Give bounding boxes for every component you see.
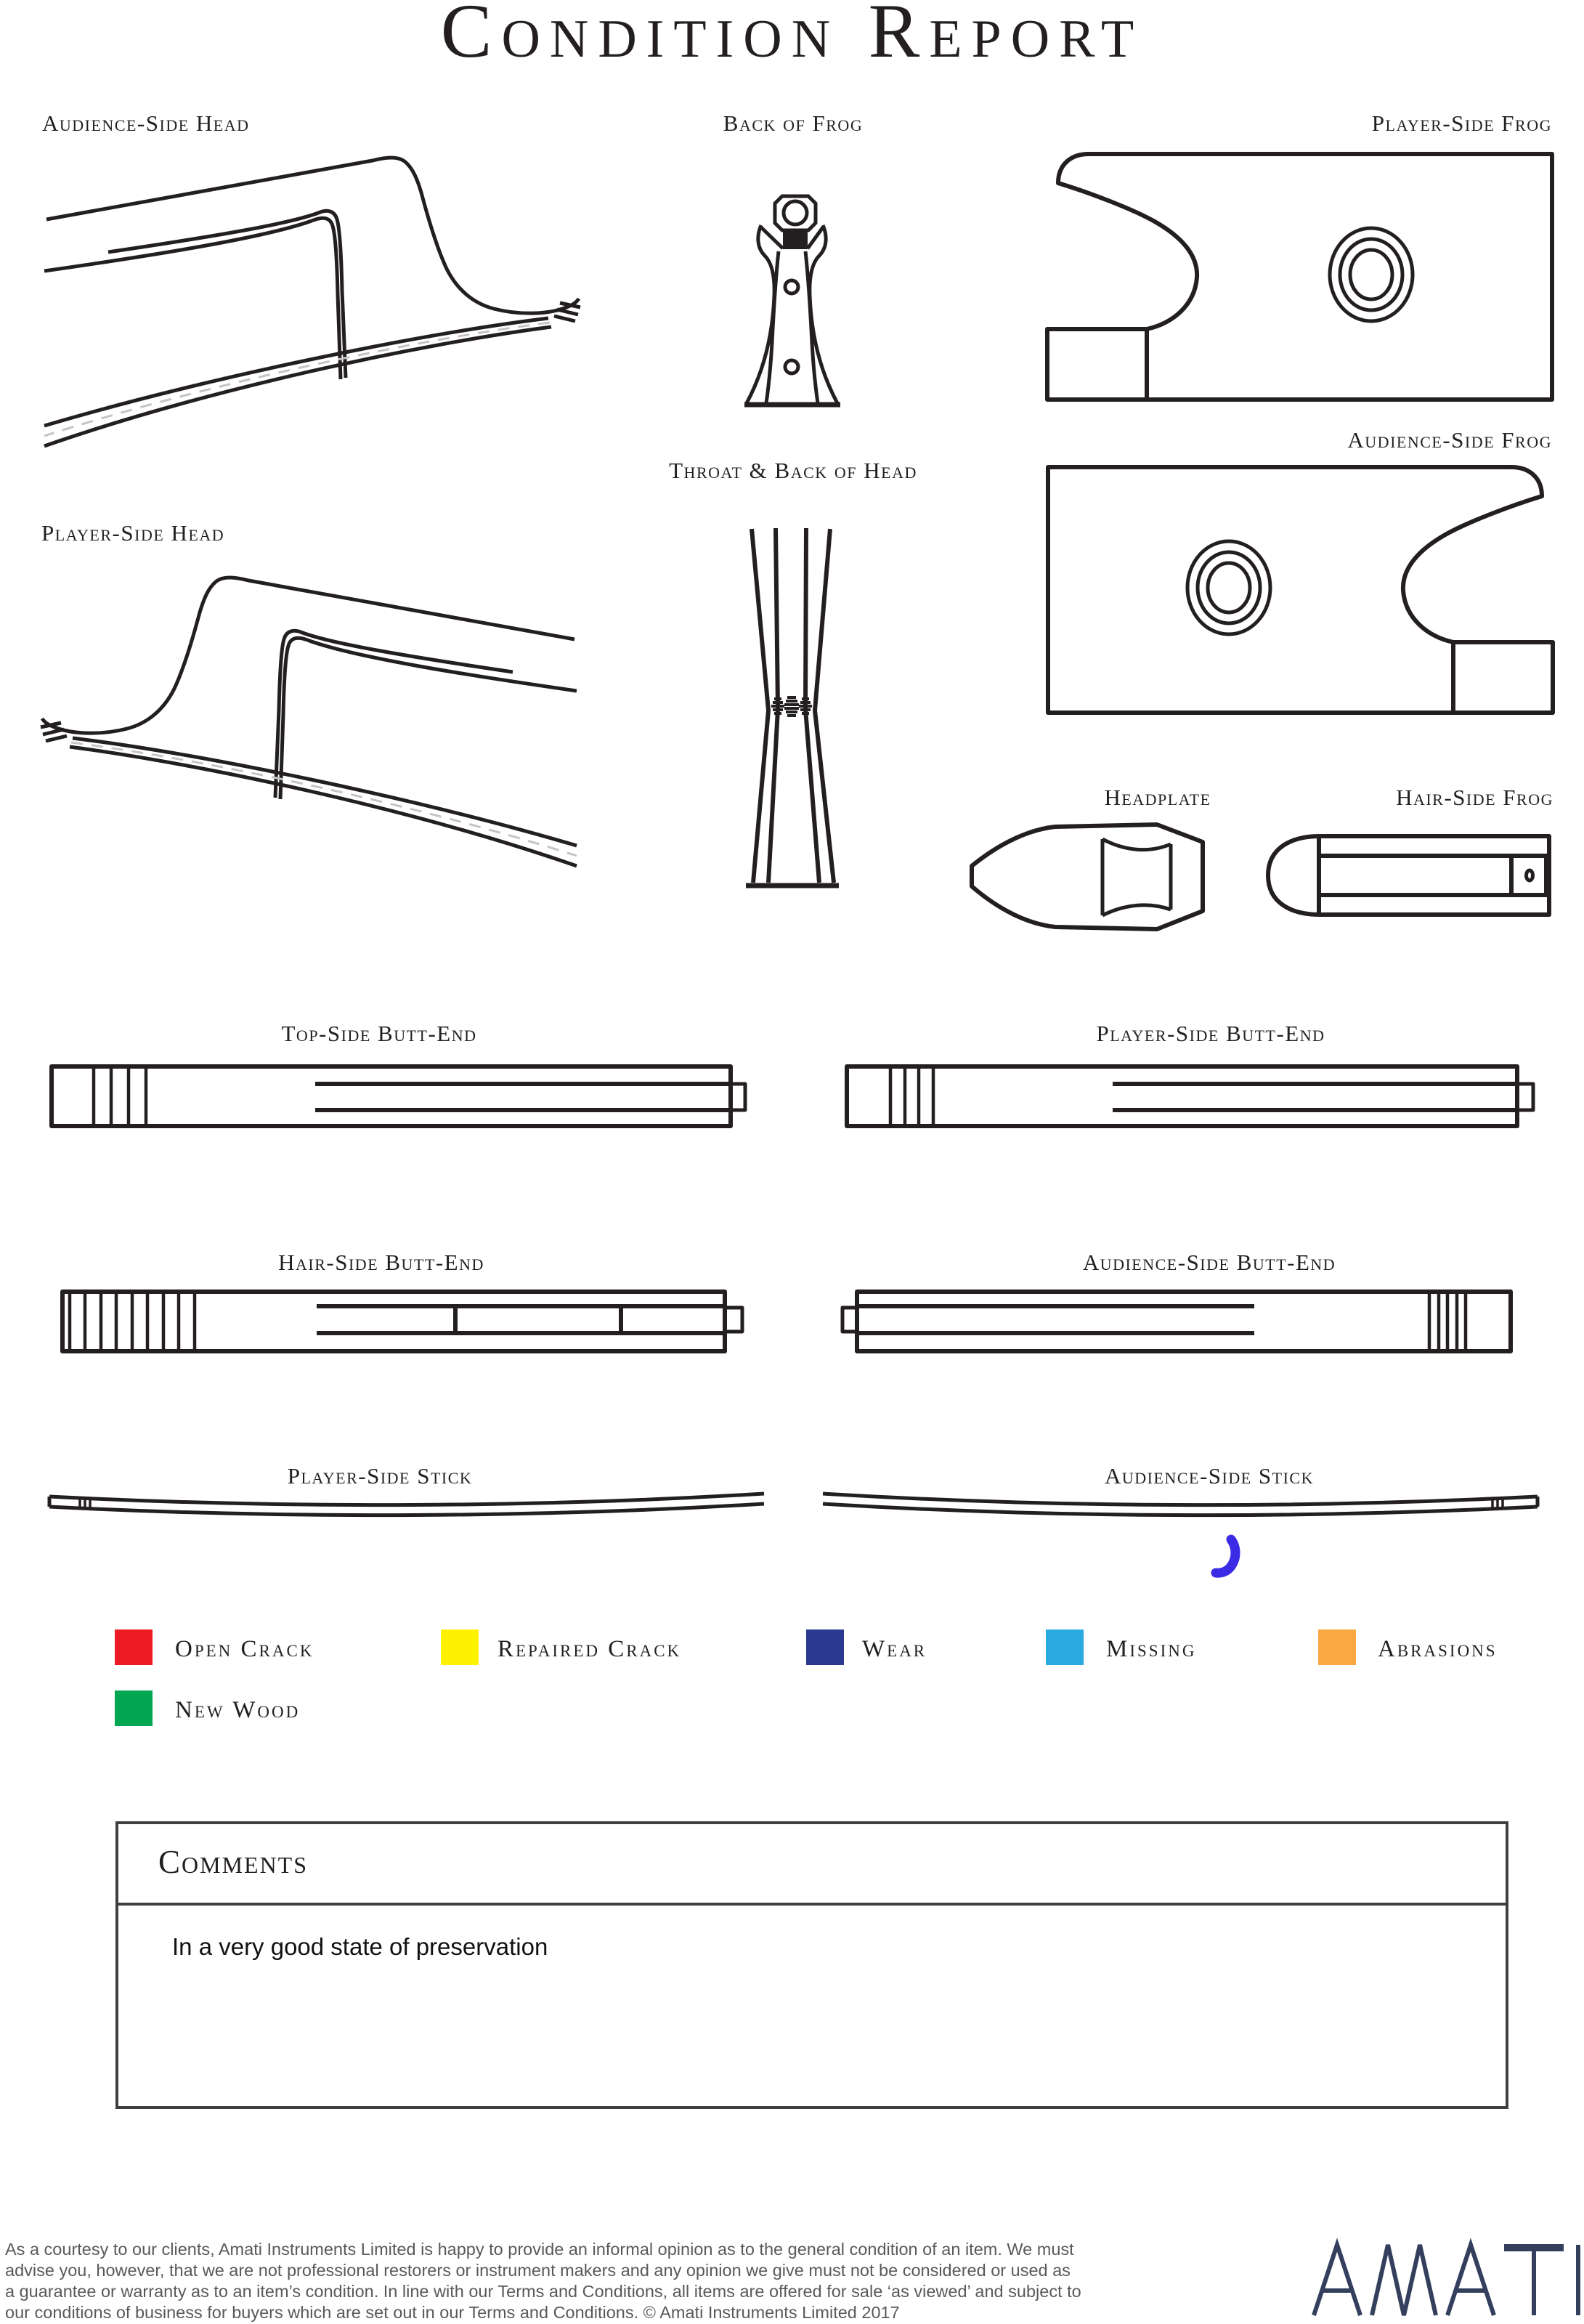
legend-label-new-wood: New Wood bbox=[175, 1697, 301, 1723]
player-side-stick-diagram bbox=[44, 1489, 770, 1522]
frog-ferrule-block bbox=[783, 230, 808, 249]
comments-text: In a very good state of preservation bbox=[172, 1933, 548, 1960]
legend-swatch-abrasions bbox=[1318, 1629, 1356, 1665]
frog-eye bbox=[1330, 228, 1413, 321]
comments-header bbox=[118, 1824, 1506, 1906]
label-audience-side-head: Audience-Side Head bbox=[42, 110, 250, 136]
page-title: Condition Report bbox=[440, 0, 1144, 73]
hair-side-frog-diagram bbox=[1262, 834, 1553, 917]
player-side-head-diagram bbox=[40, 558, 581, 878]
legend-label-repaired-crack: Repaired Crack bbox=[497, 1636, 682, 1662]
footer-line: advise you, however, that we are not professional restorers or instrument makers and any opinion we give must not be considered or used as bbox=[5, 2261, 1071, 2280]
comments-section bbox=[115, 1821, 1508, 2109]
label-player-side-head: Player-Side Head bbox=[41, 520, 225, 546]
legend-swatch-open-crack bbox=[115, 1629, 153, 1665]
player-side-butt-end-diagram bbox=[842, 1062, 1543, 1131]
footer-line: As a courtesy to our clients, Amati Instruments Limited is happy to provide an informal opinion as to the general condition of an item. We must bbox=[5, 2240, 1074, 2259]
label-player-side-stick: Player-Side Stick bbox=[287, 1463, 473, 1489]
hair-side-butt-end-diagram bbox=[58, 1287, 755, 1356]
wear-annotation-mark bbox=[1209, 1534, 1249, 1584]
throat-and-back-of-head-diagram bbox=[715, 505, 868, 891]
label-hair-side-butt-end: Hair-Side Butt-End bbox=[278, 1250, 484, 1275]
label-player-side-frog: Player-Side Frog bbox=[1371, 110, 1552, 136]
top-side-butt-end-diagram bbox=[47, 1062, 755, 1131]
label-audience-side-stick: Audience-Side Stick bbox=[1105, 1463, 1314, 1489]
audience-side-stick-diagram bbox=[817, 1489, 1543, 1522]
label-hair-side-frog: Hair-Side Frog bbox=[1396, 785, 1553, 810]
legend-swatch-new-wood bbox=[115, 1691, 153, 1726]
footer-line: our conditions of business for buyers which are set out in our Terms and Conditions. © Amati Instruments Limited 2017 bbox=[5, 2303, 900, 2322]
legend-label-wear: Wear bbox=[862, 1636, 927, 1662]
label-audience-side-frog: Audience-Side Frog bbox=[1347, 427, 1552, 453]
label-player-side-butt-end: Player-Side Butt-End bbox=[1096, 1021, 1325, 1046]
frog-slide-pin bbox=[1527, 870, 1533, 880]
comments-heading: Comments bbox=[158, 1844, 309, 1880]
amati-logo bbox=[1311, 2242, 1583, 2317]
legend-label-missing: Missing bbox=[1106, 1636, 1197, 1662]
label-back-of-frog: Back of Frog bbox=[723, 110, 864, 136]
audience-side-butt-end-diagram bbox=[841, 1287, 1531, 1356]
headplate-diagram bbox=[970, 822, 1213, 933]
player-side-frog-diagram bbox=[1046, 153, 1554, 403]
footer-line: a guarantee or warranty as to an item’s condition. In line with our Terms and Conditions, all items are offered for sale ‘as viewed’ and subject to bbox=[5, 2282, 1081, 2301]
label-audience-side-butt-end: Audience-Side Butt-End bbox=[1082, 1250, 1336, 1275]
label-top-side-butt-end: Top-Side Butt-End bbox=[281, 1021, 477, 1046]
legend-label-open-crack: Open Crack bbox=[175, 1636, 314, 1662]
headplate-mortise bbox=[1102, 839, 1171, 915]
label-headplate: Headplate bbox=[1104, 785, 1211, 810]
footer-disclaimer bbox=[5, 2239, 1196, 2323]
label-throat-back-of-head: Throat & Back of Head bbox=[669, 458, 917, 483]
legend-swatch-wear bbox=[806, 1629, 844, 1665]
audience-side-head-diagram bbox=[40, 138, 581, 458]
back-of-frog-diagram bbox=[737, 190, 846, 408]
legend-swatch-missing bbox=[1046, 1629, 1084, 1665]
waist-hatch-marks bbox=[771, 697, 812, 716]
legend-label-abrasions: Abrasions bbox=[1378, 1636, 1498, 1662]
legend-swatch-repaired-crack bbox=[441, 1629, 479, 1665]
audience-side-frog-diagram bbox=[1046, 466, 1554, 716]
